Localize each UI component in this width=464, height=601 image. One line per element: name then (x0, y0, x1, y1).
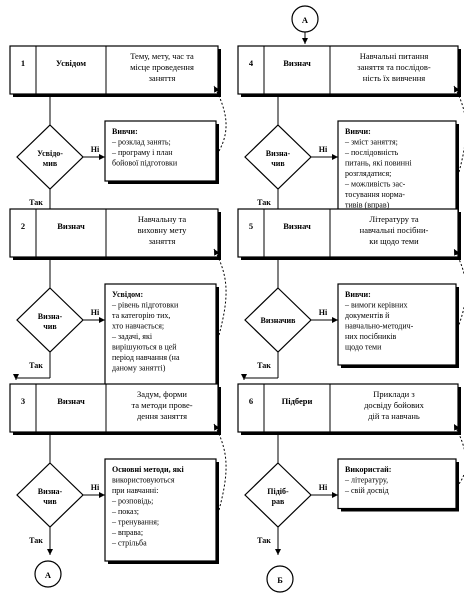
step-number: 5 (248, 221, 254, 231)
step-verb: Підбери (281, 396, 313, 406)
note-text: – програму і план (112, 148, 173, 157)
step-object-text: та методи прове- (131, 400, 193, 410)
step-box (10, 209, 218, 257)
note-text: – задачі, які (112, 332, 153, 341)
note-text: – тренування; (112, 517, 160, 527)
decision-text: Визна- (37, 312, 63, 321)
decision-text: Визначив (260, 316, 296, 325)
note-text: – свій досвід (345, 486, 389, 495)
yes-label: Так (29, 198, 43, 207)
note-text: хто навчається; (112, 321, 165, 331)
note-text: Використай: (345, 465, 392, 474)
note-text: – розклад занять; (112, 137, 171, 147)
note-text: питань, які повинні (345, 158, 412, 168)
decision-text: Визна- (37, 487, 63, 496)
note-text: – вправа; (112, 528, 144, 537)
note-text: навчально-методич- (345, 321, 414, 331)
step-object-text: досвіду бойових (364, 400, 424, 410)
note-text: них посібників (345, 332, 397, 341)
note-text: бойової підготовки (112, 158, 178, 168)
step-object-text: Приклади з (373, 389, 415, 399)
decision-text: Визна- (265, 149, 291, 158)
decision-text: чив (271, 159, 285, 168)
note-text: тосування норма- (345, 190, 405, 199)
note-text: період навчання (на (112, 353, 180, 362)
step-object-text: ність їх вивчення (362, 73, 426, 83)
decision-text: рав (271, 497, 285, 506)
step-number: 2 (20, 221, 26, 231)
note-text: документів й (345, 311, 390, 320)
note-text: Основні методи, які (112, 465, 184, 474)
connector-a-top-label: А (301, 15, 309, 25)
step-verb: Усвідом (55, 58, 87, 68)
note-text: – літературу, (345, 475, 389, 485)
note-text: розглядатися; (345, 169, 392, 178)
connector-b-bottom-label: Б (277, 575, 283, 585)
step-number: 6 (248, 396, 254, 406)
step-object-text: Задум, форми (137, 389, 187, 399)
yes-label: Так (29, 536, 43, 545)
note-text: при навчанні: (112, 486, 159, 495)
note-text: використовуються (112, 475, 175, 485)
note-text: – показ; (112, 507, 139, 516)
note-text: Усвідом: (112, 290, 144, 299)
yes-label: Так (257, 361, 271, 370)
note-text: – зміст заняття; (345, 137, 398, 147)
yes-label: Так (257, 536, 271, 545)
step-object-text: заняття (148, 236, 176, 246)
note-text: щодо теми (345, 342, 382, 352)
note-text: Вивчи: (345, 290, 371, 299)
no-label: Ні (318, 308, 328, 317)
note-text: – вимоги керівних (345, 300, 408, 310)
step-number: 1 (20, 58, 26, 68)
note-text: даному занятті) (112, 363, 166, 373)
no-label: Ні (318, 145, 328, 154)
note-text: Вивчи: (112, 127, 138, 136)
step-object-text: заняття (148, 73, 176, 83)
decision-text: чив (43, 497, 57, 506)
step-object-text: Літературу та (369, 214, 419, 224)
step-box (238, 384, 458, 432)
note-text: та категорію тих, (112, 311, 171, 320)
note-text: Вивчи: (345, 127, 371, 136)
step-object-text: Навчальну та (137, 214, 187, 224)
connector-a-bottom-label: А (44, 570, 52, 580)
no-label: Ні (90, 308, 100, 317)
no-label: Ні (318, 483, 328, 492)
step-object-text: дення заняття (136, 411, 188, 421)
note-text: – розповідь; (112, 496, 154, 506)
step-object-text: виховну мету (137, 225, 187, 235)
step-object-text: навчальні посібни- (359, 225, 429, 235)
decision-text: Усвідо- (37, 149, 63, 158)
step-verb: Визнач (57, 396, 85, 406)
step-object-text: Навчальні питання (359, 51, 429, 61)
step-verb: Визнач (283, 58, 311, 68)
step-number: 4 (248, 58, 254, 68)
step-object-text: дій та навчань (368, 411, 420, 421)
yes-label: Так (257, 198, 271, 207)
no-label: Ні (90, 145, 100, 154)
note-text: тивів (вправ) (345, 200, 390, 210)
decision-text: мив (42, 159, 58, 168)
step-object-text: місце проведення (130, 62, 194, 72)
step-verb: Визнач (57, 221, 85, 231)
no-label: Ні (90, 483, 100, 492)
note-text: – можливість зас- (345, 179, 406, 189)
decision-text: чив (43, 322, 57, 331)
decision-text: Підіб- (267, 487, 289, 496)
note-text: – стрільба (112, 538, 147, 548)
step-object-text: заняття та послідов- (357, 62, 431, 72)
note-text: – рівень підготовки (112, 300, 179, 310)
note-text: вирішуються в цей (112, 342, 177, 352)
step-number: 3 (20, 396, 26, 406)
step-verb: Визнач (283, 221, 311, 231)
step-object-text: ки щодо теми (369, 236, 419, 246)
yes-label: Так (29, 361, 43, 370)
note-text: – послідовність (345, 148, 399, 157)
step-object-text: Тему, мету, час та (130, 51, 194, 61)
